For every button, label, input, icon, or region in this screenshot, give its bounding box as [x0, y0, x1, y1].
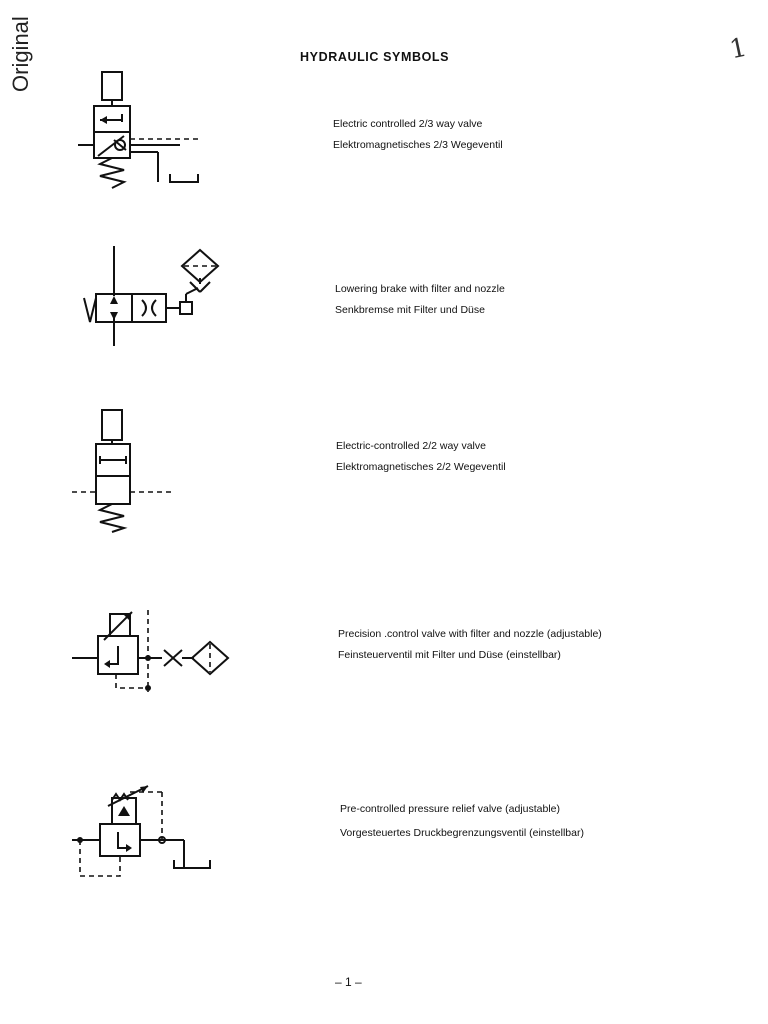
solenoid-2-2-way-valve-symbol: [70, 404, 180, 536]
symbol-1-label-en: Electric controlled 2/3 way valve: [333, 118, 483, 130]
symbol-4-label-en: Precision .control valve with filter and nozzle (adjustable): [338, 628, 602, 640]
symbol-5-description: [340, 799, 584, 844]
solenoid-2-3-way-valve-symbol: [70, 66, 210, 196]
symbol-5-label-de: Vorgesteuertes Druckbegrenzungsventil (einstellbar): [340, 827, 584, 839]
symbol-4-description: [338, 624, 602, 666]
original-stamp: Original: [8, 16, 33, 92]
handwritten-page-mark: 1: [727, 32, 750, 66]
page-number: – 1 –: [335, 975, 362, 989]
symbol-2-description: [335, 279, 505, 321]
lowering-brake-filter-nozzle-symbol: [76, 244, 226, 350]
pre-controlled-relief-valve-symbol: [66, 776, 216, 884]
precision-control-valve-symbol: [70, 606, 234, 698]
symbol-4-label-de: Feinsteuerventil mit Filter und Düse (einstellbar): [338, 649, 561, 661]
symbol-1-description: [333, 114, 503, 156]
symbol-5-label-en: Pre-controlled pressure relief valve (adjustable): [340, 803, 561, 815]
symbol-1-label-de: Elektromagnetisches 2/3 Wegeventil: [333, 139, 503, 151]
symbol-2-label-en: Lowering brake with filter and nozzle: [335, 283, 505, 295]
symbol-3-label-en: Electric-controlled 2/2 way valve: [336, 440, 486, 452]
symbol-2-label-de: Senkbremse mit Filter und Düse: [335, 304, 485, 316]
symbol-3-description: [336, 436, 506, 478]
page-title: HYDRAULIC SYMBOLS: [300, 50, 450, 64]
symbol-3-label-de: Elektromagnetisches 2/2 Wegeventil: [336, 461, 506, 473]
